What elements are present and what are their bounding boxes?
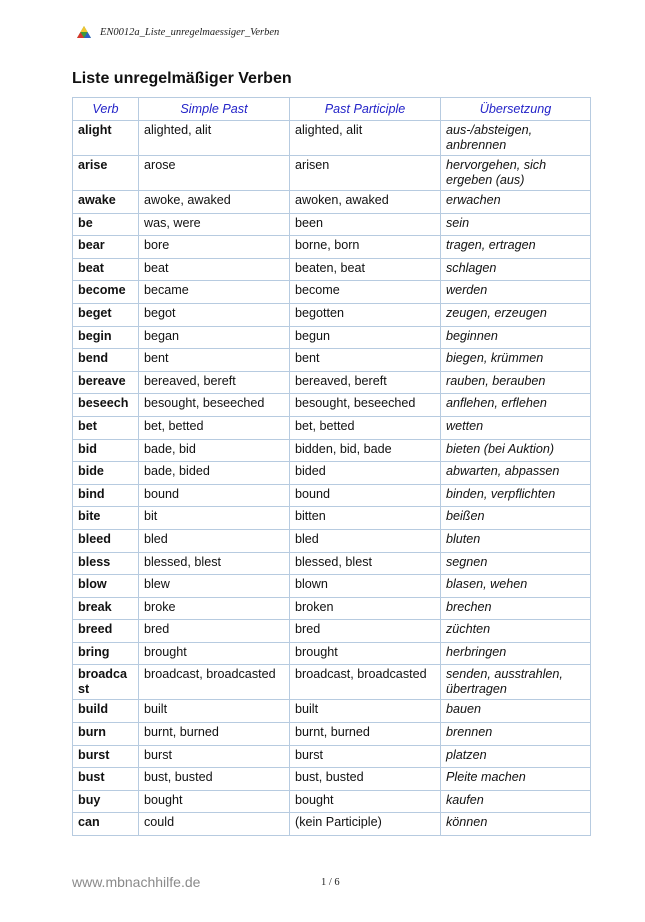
simple-past-cell: bred — [139, 620, 290, 643]
verb-cell: bind — [73, 484, 139, 507]
column-header-translation: Übersetzung — [441, 98, 591, 121]
translation-cell: kaufen — [441, 790, 591, 813]
verb-cell: build — [73, 700, 139, 723]
translation-cell: können — [441, 813, 591, 836]
table-row — [73, 723, 591, 746]
verb-cell: can — [73, 813, 139, 836]
simple-past-cell: bent — [139, 349, 290, 372]
past-participle-cell: become — [290, 281, 441, 304]
past-participle-cell: blown — [290, 575, 441, 598]
irregular-verbs-table — [72, 97, 591, 836]
table-row — [73, 191, 591, 214]
simple-past-cell: bet, betted — [139, 416, 290, 439]
verb-cell: alight — [73, 121, 139, 156]
table-row — [73, 394, 591, 417]
verb-cell: arise — [73, 156, 139, 191]
simple-past-cell: was, were — [139, 213, 290, 236]
simple-past-cell: became — [139, 281, 290, 304]
translation-cell: schlagen — [441, 258, 591, 281]
simple-past-cell: begot — [139, 303, 290, 326]
translation-cell: herbringen — [441, 642, 591, 665]
table-row — [73, 813, 591, 836]
simple-past-cell: besought, beseeched — [139, 394, 290, 417]
past-participle-cell: broken — [290, 597, 441, 620]
table-row — [73, 213, 591, 236]
translation-cell: werden — [441, 281, 591, 304]
simple-past-cell: bled — [139, 529, 290, 552]
verb-cell: awake — [73, 191, 139, 214]
past-participle-cell: begotten — [290, 303, 441, 326]
column-header-past-participle: Past Participle — [290, 98, 441, 121]
table-body — [73, 121, 591, 836]
page-number: 1 / 6 — [321, 877, 340, 888]
translation-cell: anflehen, erflehen — [441, 394, 591, 417]
table-row — [73, 597, 591, 620]
verb-cell: breed — [73, 620, 139, 643]
table-row — [73, 552, 591, 575]
simple-past-cell: broadcast, broadcasted — [139, 665, 290, 700]
past-participle-cell: bought — [290, 790, 441, 813]
past-participle-cell: bred — [290, 620, 441, 643]
past-participle-cell: bet, betted — [290, 416, 441, 439]
table-row — [73, 790, 591, 813]
verb-cell: beseech — [73, 394, 139, 417]
past-participle-cell: alighted, alit — [290, 121, 441, 156]
simple-past-cell: bound — [139, 484, 290, 507]
verb-cell: bid — [73, 439, 139, 462]
translation-cell: wetten — [441, 416, 591, 439]
simple-past-cell: bore — [139, 236, 290, 259]
table-row — [73, 439, 591, 462]
page-title: Liste unregelmäßiger Verben — [72, 70, 292, 87]
triangle-logo-icon — [76, 25, 92, 39]
verb-cell: bide — [73, 462, 139, 485]
past-participle-cell: bound — [290, 484, 441, 507]
verb-cell: burn — [73, 723, 139, 746]
page-header — [76, 24, 279, 40]
table-row — [73, 484, 591, 507]
simple-past-cell: bade, bided — [139, 462, 290, 485]
table-row — [73, 575, 591, 598]
simple-past-cell: alighted, alit — [139, 121, 290, 156]
past-participle-cell: bitten — [290, 507, 441, 530]
translation-cell: abwarten, abpassen — [441, 462, 591, 485]
table-row — [73, 258, 591, 281]
translation-cell: bluten — [441, 529, 591, 552]
verb-cell: be — [73, 213, 139, 236]
past-participle-cell: built — [290, 700, 441, 723]
translation-cell: rauben, berauben — [441, 371, 591, 394]
past-participle-cell: (kein Participle) — [290, 813, 441, 836]
verb-cell: break — [73, 597, 139, 620]
column-header-verb: Verb — [73, 98, 139, 121]
verb-cell: beget — [73, 303, 139, 326]
translation-cell: bieten (bei Auktion) — [441, 439, 591, 462]
verb-cell: bleed — [73, 529, 139, 552]
table-row — [73, 529, 591, 552]
past-participle-cell: broadcast, broadcasted — [290, 665, 441, 700]
verb-cell: bear — [73, 236, 139, 259]
verb-cell: bless — [73, 552, 139, 575]
translation-cell: binden, verpflichten — [441, 484, 591, 507]
simple-past-cell: bust, busted — [139, 768, 290, 791]
table-row — [73, 156, 591, 191]
verb-cell: become — [73, 281, 139, 304]
simple-past-cell: broke — [139, 597, 290, 620]
translation-cell: bauen — [441, 700, 591, 723]
past-participle-cell: burnt, burned — [290, 723, 441, 746]
translation-cell: senden, ausstrahlen, übertragen — [441, 665, 591, 700]
table-row — [73, 121, 591, 156]
table-row — [73, 768, 591, 791]
past-participle-cell: besought, beseeched — [290, 394, 441, 417]
table-row — [73, 620, 591, 643]
table-row — [73, 507, 591, 530]
table-row — [73, 281, 591, 304]
simple-past-cell: could — [139, 813, 290, 836]
simple-past-cell: began — [139, 326, 290, 349]
table-row — [73, 462, 591, 485]
translation-cell: brennen — [441, 723, 591, 746]
past-participle-cell: begun — [290, 326, 441, 349]
table-header-row — [73, 98, 591, 121]
past-participle-cell: bust, busted — [290, 768, 441, 791]
verb-cell: broadcast — [73, 665, 139, 700]
past-participle-cell: beaten, beat — [290, 258, 441, 281]
translation-cell: biegen, krümmen — [441, 349, 591, 372]
table-row — [73, 371, 591, 394]
translation-cell: brechen — [441, 597, 591, 620]
simple-past-cell: beat — [139, 258, 290, 281]
past-participle-cell: bent — [290, 349, 441, 372]
verb-cell: bite — [73, 507, 139, 530]
past-participle-cell: borne, born — [290, 236, 441, 259]
translation-cell: erwachen — [441, 191, 591, 214]
translation-cell: Pleite machen — [441, 768, 591, 791]
past-participle-cell: burst — [290, 745, 441, 768]
document-id: EN0012a_Liste_unregelmaessiger_Verben — [100, 26, 280, 38]
table-row — [73, 326, 591, 349]
translation-cell: beginnen — [441, 326, 591, 349]
column-header-simple-past: Simple Past — [139, 98, 290, 121]
table-row — [73, 745, 591, 768]
translation-cell: tragen, ertragen — [441, 236, 591, 259]
translation-cell: züchten — [441, 620, 591, 643]
simple-past-cell: burst — [139, 745, 290, 768]
translation-cell: aus-/absteigen, anbrennen — [441, 121, 591, 156]
translation-cell: hervorgehen, sich ergeben (aus) — [441, 156, 591, 191]
simple-past-cell: built — [139, 700, 290, 723]
table-row — [73, 665, 591, 700]
translation-cell: segnen — [441, 552, 591, 575]
verb-cell: blow — [73, 575, 139, 598]
verb-cell: bend — [73, 349, 139, 372]
verb-cell: bet — [73, 416, 139, 439]
translation-cell: beißen — [441, 507, 591, 530]
simple-past-cell: blessed, blest — [139, 552, 290, 575]
translation-cell: blasen, wehen — [441, 575, 591, 598]
verb-cell: buy — [73, 790, 139, 813]
table-row — [73, 236, 591, 259]
simple-past-cell: blew — [139, 575, 290, 598]
table-row — [73, 303, 591, 326]
translation-cell: platzen — [441, 745, 591, 768]
footer-website: www.mbnachhilfe.de — [72, 874, 201, 890]
simple-past-cell: awoke, awaked — [139, 191, 290, 214]
verb-cell: bust — [73, 768, 139, 791]
simple-past-cell: brought — [139, 642, 290, 665]
past-participle-cell: awoken, awaked — [290, 191, 441, 214]
table-row — [73, 700, 591, 723]
past-participle-cell: bided — [290, 462, 441, 485]
table-row — [73, 642, 591, 665]
verb-cell: burst — [73, 745, 139, 768]
verb-cell: begin — [73, 326, 139, 349]
table-row — [73, 349, 591, 372]
verb-cell: bereave — [73, 371, 139, 394]
past-participle-cell: bidden, bid, bade — [290, 439, 441, 462]
past-participle-cell: bled — [290, 529, 441, 552]
simple-past-cell: bit — [139, 507, 290, 530]
verb-cell: beat — [73, 258, 139, 281]
past-participle-cell: arisen — [290, 156, 441, 191]
past-participle-cell: brought — [290, 642, 441, 665]
past-participle-cell: been — [290, 213, 441, 236]
simple-past-cell: burnt, burned — [139, 723, 290, 746]
simple-past-cell: bade, bid — [139, 439, 290, 462]
translation-cell: zeugen, erzeugen — [441, 303, 591, 326]
verb-cell: bring — [73, 642, 139, 665]
simple-past-cell: bereaved, bereft — [139, 371, 290, 394]
past-participle-cell: bereaved, bereft — [290, 371, 441, 394]
past-participle-cell: blessed, blest — [290, 552, 441, 575]
simple-past-cell: bought — [139, 790, 290, 813]
translation-cell: sein — [441, 213, 591, 236]
simple-past-cell: arose — [139, 156, 290, 191]
table-row — [73, 416, 591, 439]
